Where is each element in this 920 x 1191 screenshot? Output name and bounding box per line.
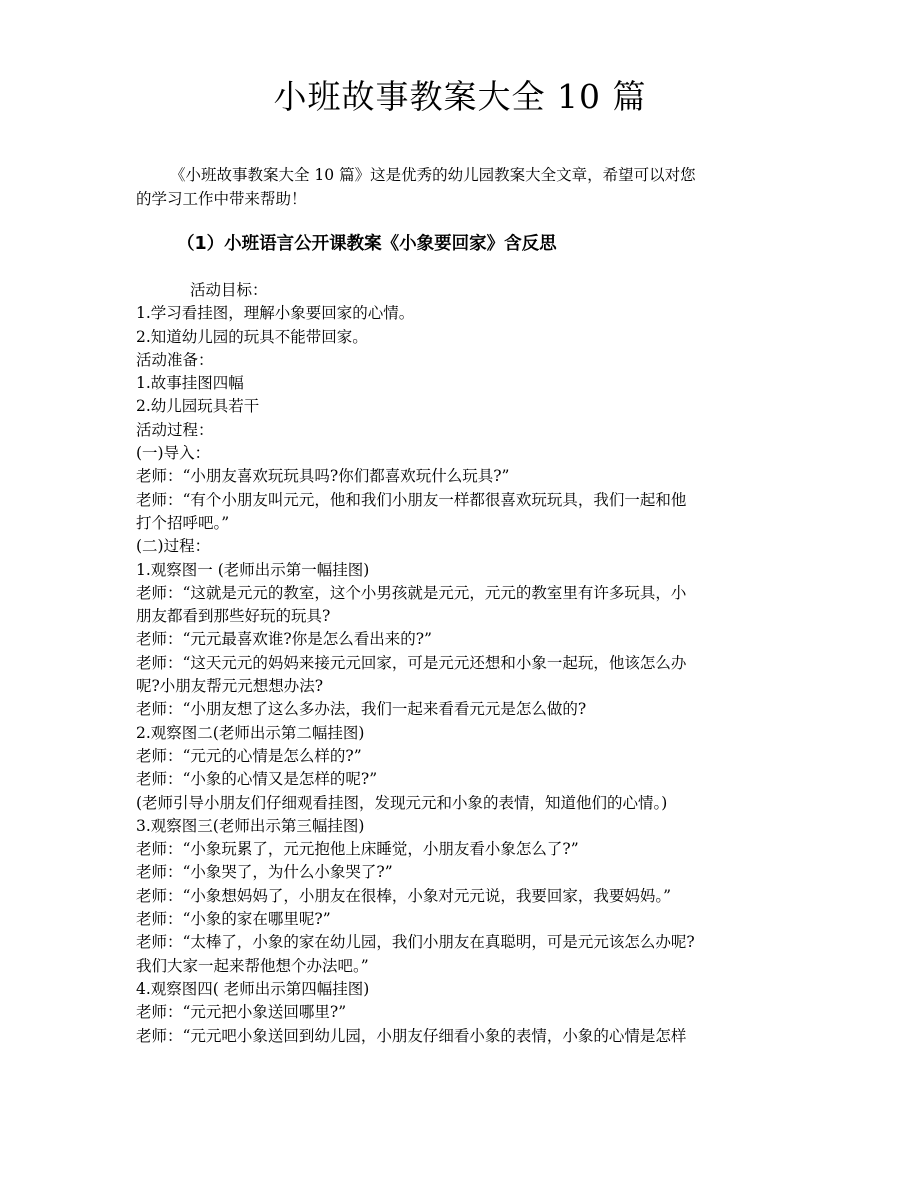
- text-line: 2.幼儿园玩具若干: [136, 397, 260, 416]
- text-line: 我们大家一起来帮他想个办法吧。”: [136, 956, 369, 975]
- text-line: (老师引导小朋友们仔细观看挂图，发现元元和小象的表情，知道他们的心情。): [136, 793, 668, 812]
- text-line: 老师：“元元最喜欢谁?你是怎么看出来的?”: [136, 630, 432, 649]
- text-line: 1.故事挂图四幅: [136, 374, 244, 393]
- text-line: 老师：“太棒了，小象的家在幼儿园，我们小朋友在真聪明，可是元元该怎么办呢?: [136, 933, 695, 952]
- section-heading: （1）小班语言公开课教案《小象要回家》含反思: [177, 234, 557, 254]
- text-line: 老师：“元元把小象送回哪里?”: [136, 1003, 347, 1022]
- intro-line: 《小班故事教案大全 10 篇》这是优秀的幼儿园教案大全文章，希望可以对您: [170, 166, 696, 184]
- text-line: 老师：“小象哭了，为什么小象哭了?”: [136, 863, 393, 882]
- intro-paragraph: [136, 163, 786, 211]
- text-line: 老师：“小象想妈妈了，小朋友在很棒，小象对元元说，我要回家，我要妈妈。”: [136, 886, 672, 905]
- text-line: 1.观察图一 (老师出示第一幅挂图): [136, 560, 370, 579]
- text-line: (一)导入：: [136, 444, 211, 463]
- text-line: 老师：“元元吧小象送回到幼儿园，小朋友仔细看小象的表情，小象的心情是怎样: [136, 1026, 687, 1045]
- text-line: 活动目标：: [190, 281, 268, 299]
- text-line: 老师：“小朋友喜欢玩玩具吗?你们都喜欢玩什么玩具?”: [136, 467, 510, 486]
- text-line: 老师：“小象玩累了，元元抱他上床睡觉，小朋友看小象怎么了?”: [136, 840, 579, 859]
- text-line: 老师：“元元的心情是怎么样的?”: [136, 746, 362, 765]
- text-line: 呢?小朋友帮元元想想办法?: [136, 677, 324, 696]
- text-line: 活动过程：: [136, 420, 214, 439]
- text-line: 1.学习看挂图，理解小象要回家的心情。: [136, 304, 415, 323]
- text-line: 老师：“这就是元元的教室，这个小男孩就是元元，元元的教室里有许多玩具，小: [136, 583, 687, 602]
- text-line: 老师：“小朋友想了这么多办法，我们一起来看看元元是怎么做的?: [136, 700, 587, 719]
- text-line: 2.观察图二(老师出示第二幅挂图): [136, 723, 365, 742]
- text-line: 3.观察图三(老师出示第三幅挂图): [136, 816, 365, 835]
- text-line: (二)过程：: [136, 537, 211, 556]
- text-line: 老师：“小象的家在哪里呢?”: [136, 910, 331, 929]
- text-line: 老师：“这天元元的妈妈来接元元回家，可是元元还想和小象一起玩，他该怎么办: [136, 653, 687, 672]
- text-line: 活动准备：: [136, 350, 214, 369]
- lesson-plan-body: [136, 279, 798, 1048]
- intro-line: 的学习工作中带来帮助！: [136, 190, 307, 208]
- text-line: 打个招呼吧。”: [136, 513, 230, 532]
- document-title: 小班故事教案大全 10 篇: [273, 77, 647, 116]
- text-line: 2.知道幼儿园的玩具不能带回家。: [136, 327, 368, 346]
- text-line: 朋友都看到那些好玩的玩具?: [136, 607, 331, 626]
- text-line: 老师：“有个小朋友叫元元，他和我们小朋友一样都很喜欢玩玩具，我们一起和他: [136, 490, 687, 509]
- text-line: 老师：“小象的心情又是怎样的呢?”: [136, 770, 378, 789]
- text-line: 4.观察图四( 老师出示第四幅挂图): [136, 979, 370, 998]
